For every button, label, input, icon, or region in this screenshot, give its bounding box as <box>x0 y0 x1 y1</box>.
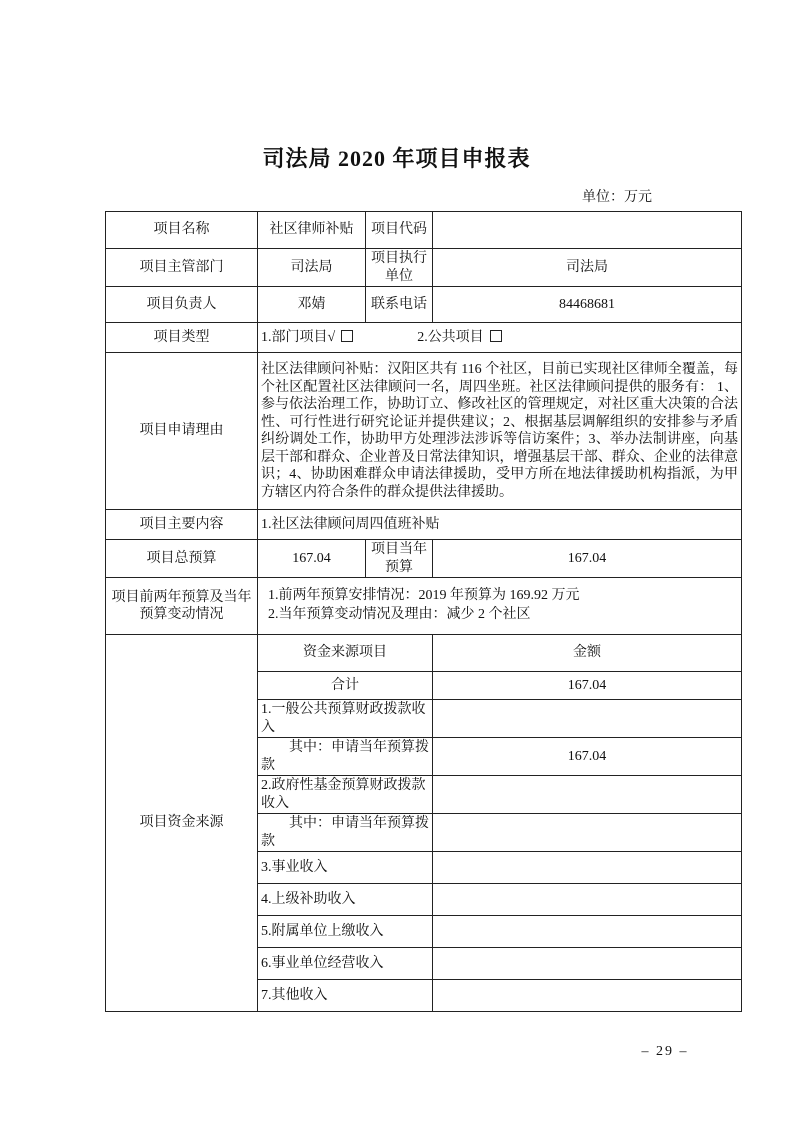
funding-amount-general-public-budget <box>433 700 742 738</box>
previous-budget-line2: 2.当年预算变动情况及理由：减少 2 个社区 <box>268 607 531 622</box>
field-value-supervising-department: 司法局 <box>258 249 366 287</box>
field-label-project-name: 项目名称 <box>106 212 258 249</box>
field-label-project-type: 项目类型 <box>106 323 258 353</box>
field-label-supervising-department: 项目主管部门 <box>106 249 258 287</box>
funding-amount-current-year-appropriation-2 <box>433 814 742 852</box>
table-row-project-type <box>106 323 742 353</box>
checkbox-public-project-icon <box>490 330 502 342</box>
table-row-total-budget <box>106 540 742 578</box>
field-value-project-code <box>433 212 742 249</box>
field-value-executing-unit: 司法局 <box>433 249 742 287</box>
table-row-funding-header <box>106 635 742 672</box>
funding-column-header-amount: 金额 <box>433 635 742 672</box>
funding-item-superior-subsidy-income: 4.上级补助收入 <box>258 884 433 916</box>
field-label-main-content: 项目主要内容 <box>106 510 258 540</box>
field-value-contact-phone: 84468681 <box>433 287 742 323</box>
funding-item-current-year-appropriation-1: 其中：申请当年预算拨款 <box>258 738 433 776</box>
funding-amount-total: 167.04 <box>433 672 742 700</box>
field-value-project-type <box>258 323 742 353</box>
table-row-previous-budget <box>106 578 742 635</box>
field-label-executing-unit: 项目执行单位 <box>366 249 433 287</box>
table-row-main-content <box>106 510 742 540</box>
funding-item-current-year-appropriation-2: 其中：申请当年预算拨款 <box>258 814 433 852</box>
field-label-funding-source: 项目资金来源 <box>106 635 258 1012</box>
table-row-application-reason <box>106 353 742 510</box>
table-row <box>106 287 742 323</box>
table-row <box>106 249 742 287</box>
funding-column-header-source: 资金来源项目 <box>258 635 433 672</box>
funding-amount-business-income <box>433 852 742 884</box>
page-title: 司法局 2020 年项目申报表 <box>262 146 531 171</box>
field-value-previous-budget <box>258 578 742 635</box>
field-label-application-reason: 项目申请理由 <box>106 353 258 510</box>
funding-item-total: 合计 <box>258 672 433 700</box>
project-type-option-department: 1.部门项目√ <box>261 329 336 345</box>
field-label-project-leader: 项目负责人 <box>106 287 258 323</box>
funding-item-affiliated-unit-income: 5.附属单位上缴收入 <box>258 916 433 948</box>
table-row <box>106 212 742 249</box>
funding-amount-government-fund-budget <box>433 776 742 814</box>
project-application-table <box>105 211 742 1012</box>
funding-item-business-income: 3.事业收入 <box>258 852 433 884</box>
field-label-total-budget: 项目总预算 <box>106 540 258 578</box>
field-label-contact-phone: 联系电话 <box>366 287 433 323</box>
project-type-option-public: 2.公共项目 <box>417 329 484 345</box>
funding-item-government-fund-budget: 2.政府性基金预算财政拨款收入 <box>258 776 433 814</box>
field-value-project-leader: 邓婧 <box>258 287 366 323</box>
field-value-project-name: 社区律师补贴 <box>258 212 366 249</box>
field-label-current-year-budget: 项目当年预算 <box>366 540 433 578</box>
funding-amount-affiliated-unit-income <box>433 916 742 948</box>
unit-label: 单位：万元 <box>582 190 652 205</box>
funding-amount-superior-subsidy-income <box>433 884 742 916</box>
field-label-previous-budget: 项目前两年预算及当年预算变动情况 <box>106 578 258 635</box>
funding-item-operating-income: 6.事业单位经营收入 <box>258 948 433 980</box>
funding-item-general-public-budget: 1.一般公共预算财政拨款收入 <box>258 700 433 738</box>
field-value-total-budget: 167.04 <box>258 540 366 578</box>
previous-budget-line1: 1.前两年预算安排情况：2019 年预算为 169.92 万元 <box>268 588 580 604</box>
field-value-main-content: 1.社区法律顾问周四值班补贴 <box>258 510 742 540</box>
funding-amount-current-year-appropriation-1: 167.04 <box>433 738 742 776</box>
funding-item-other-income: 7.其他收入 <box>258 980 433 1012</box>
field-value-application-reason: 社区法律顾问补贴：汉阳区共有 116 个社区，目前已实现社区律师全覆盖，每个社区配置社区法律顾问一名，周四坐班。社区法律顾问提供的服务有： 1、参与依法治理工作，协助订立、修改社区的管理规定，对社区重大决策的合法性、可行性进行研究论证并提供建议；2、根据基层调解组织的安排参与矛盾纠纷调处工作，协助甲方处理涉法涉诉等信访案件；3、举办法制讲座，向基层干部和群众、企业普及日常法律知识，增强基层干部、群众、企业的法律意识；4、协助困难群众申请法律援助，受甲方所在地法律援助机构指派，为甲方辖区内符合条件的群众提供法律援助。 <box>258 353 742 510</box>
field-value-current-year-budget: 167.04 <box>433 540 742 578</box>
funding-amount-operating-income <box>433 948 742 980</box>
checkbox-department-project-icon <box>341 330 353 342</box>
field-label-project-code: 项目代码 <box>366 212 433 249</box>
funding-amount-other-income <box>433 980 742 1012</box>
page-number: – 29 – <box>641 1044 689 1059</box>
